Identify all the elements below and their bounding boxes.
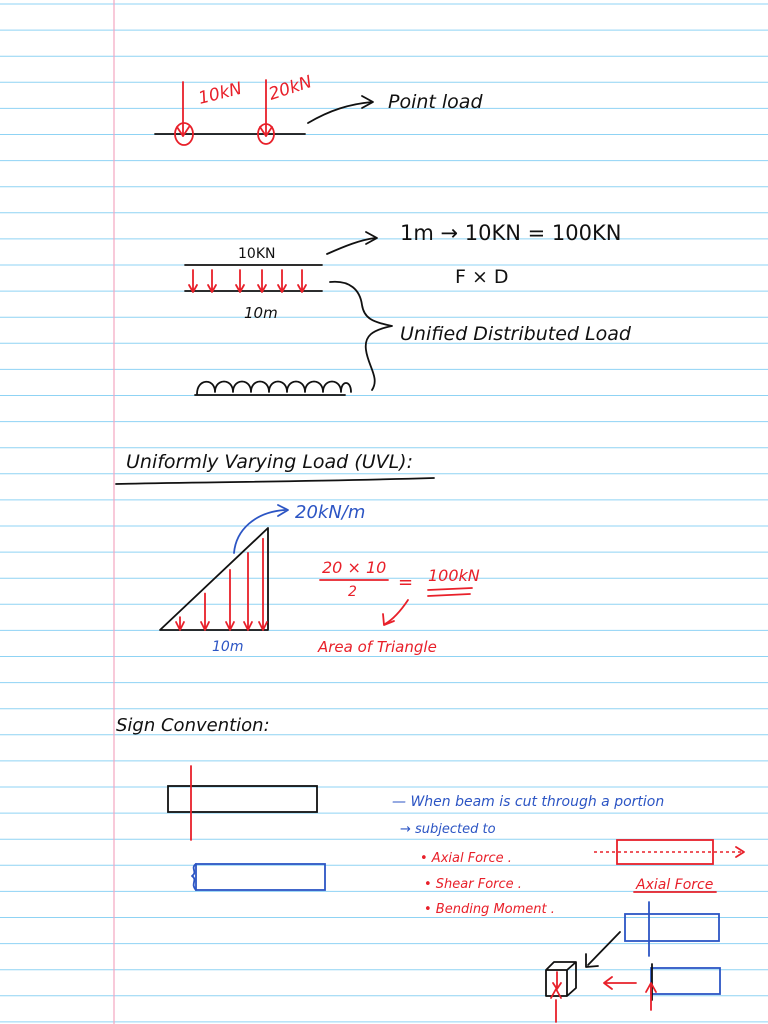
uvl-arrow: [244, 553, 252, 630]
shear-beam: [625, 914, 719, 941]
uvl-result: 100kN: [428, 566, 480, 585]
udl-span: 10m: [244, 304, 278, 322]
cut-description: — When beam is cut through a portion: [392, 794, 665, 810]
udl-arrow: [278, 270, 286, 292]
udl-formula: F × D: [455, 266, 509, 288]
force-item-bending: • Bending Moment .: [424, 902, 555, 917]
subjected-to: → subjected to: [400, 822, 496, 837]
sign-convention-section: [116, 715, 744, 1022]
uvl-equals: =: [398, 572, 414, 593]
uvl-denominator: 2: [348, 584, 357, 600]
udl-arrow: [236, 270, 244, 292]
cut-portion: [196, 864, 325, 890]
udl-arrow: [258, 270, 266, 292]
force-item-axial: • Axial Force .: [420, 851, 512, 866]
point-load-value-2: 20kN: [266, 72, 315, 105]
udl-intensity: 10KN: [238, 246, 276, 262]
sign-convention-heading: Sign Convention:: [116, 715, 270, 736]
force-item-shear: • Shear Force .: [424, 877, 522, 892]
uvl-section: [116, 451, 480, 656]
udl-label: Unified Distributed Load: [400, 323, 631, 345]
point-load-value-1: 10kN: [196, 78, 245, 109]
udl-equation: 1m → 10KN = 100KN: [400, 221, 622, 245]
udl-arrow: [298, 270, 306, 292]
uvl-max-intensity: 20kN/m: [295, 502, 366, 523]
udl-arrow: [189, 270, 197, 292]
udl-sketch: [185, 221, 632, 395]
uvl-numerator: 20 × 10: [322, 558, 387, 577]
point-load-sketch: [155, 72, 483, 145]
uvl-arrow: [201, 594, 209, 631]
uvl-arrow: [226, 570, 234, 630]
axial-force-label: Axial Force: [636, 877, 714, 893]
uvl-load-arrows: [176, 539, 267, 630]
uvl-arrow: [259, 539, 267, 630]
udl-arrow: [208, 270, 216, 292]
uvl-heading: Uniformly Varying Load (UVL):: [126, 451, 413, 473]
uvl-note: Area of Triangle: [318, 638, 437, 656]
udl-load-arrows: [189, 270, 306, 292]
uvl-arrow: [176, 617, 184, 630]
point-load-label: Point load: [388, 91, 483, 113]
uvl-span: 10m: [212, 639, 244, 655]
shear-portion: [651, 968, 720, 994]
